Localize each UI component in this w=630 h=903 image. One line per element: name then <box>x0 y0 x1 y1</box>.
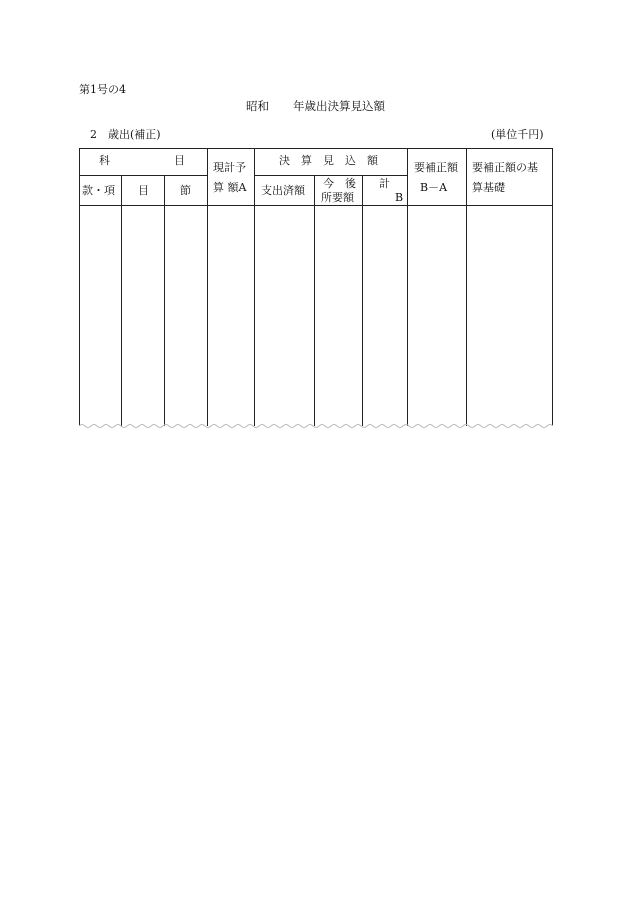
header-total-line2: B <box>395 191 404 204</box>
header-basis-line2: 算基礎 <box>472 181 505 194</box>
header-current-budget-line2: 算 額A <box>213 181 247 194</box>
unit-label: (単位千円) <box>491 128 544 141</box>
header-future-line2: 所要額 <box>321 191 354 204</box>
header-settlement-estimate: 決 算 見 込 額 <box>279 154 378 167</box>
header-required-correction-line2: B－A <box>420 181 448 194</box>
header-total-line1: 計 <box>379 177 390 190</box>
expenditure-table <box>79 148 553 428</box>
header-future-line1: 今 後 <box>323 177 356 190</box>
form-number: 第1号の4 <box>79 83 126 96</box>
header-current-budget-line1: 現計予 <box>213 161 246 174</box>
section-label: 2 歳出(補正) <box>90 128 161 141</box>
document-title <box>246 98 385 114</box>
title-era: 昭和 <box>246 99 269 113</box>
header-moku: 目 <box>138 184 149 197</box>
header-spent: 支出済額 <box>261 184 305 197</box>
header-basis-line1: 要補正額の基 <box>472 161 538 174</box>
title-text: 年歳出決算見込額 <box>293 99 385 113</box>
header-subject: 科 <box>99 154 110 167</box>
header-setsu: 節 <box>180 184 191 197</box>
header-kan-kou: 款・項 <box>82 184 115 197</box>
header-required-correction-line1: 要補正額 <box>414 161 458 174</box>
wavy-break-line <box>79 425 553 428</box>
header-subject-end: 目 <box>174 154 185 167</box>
